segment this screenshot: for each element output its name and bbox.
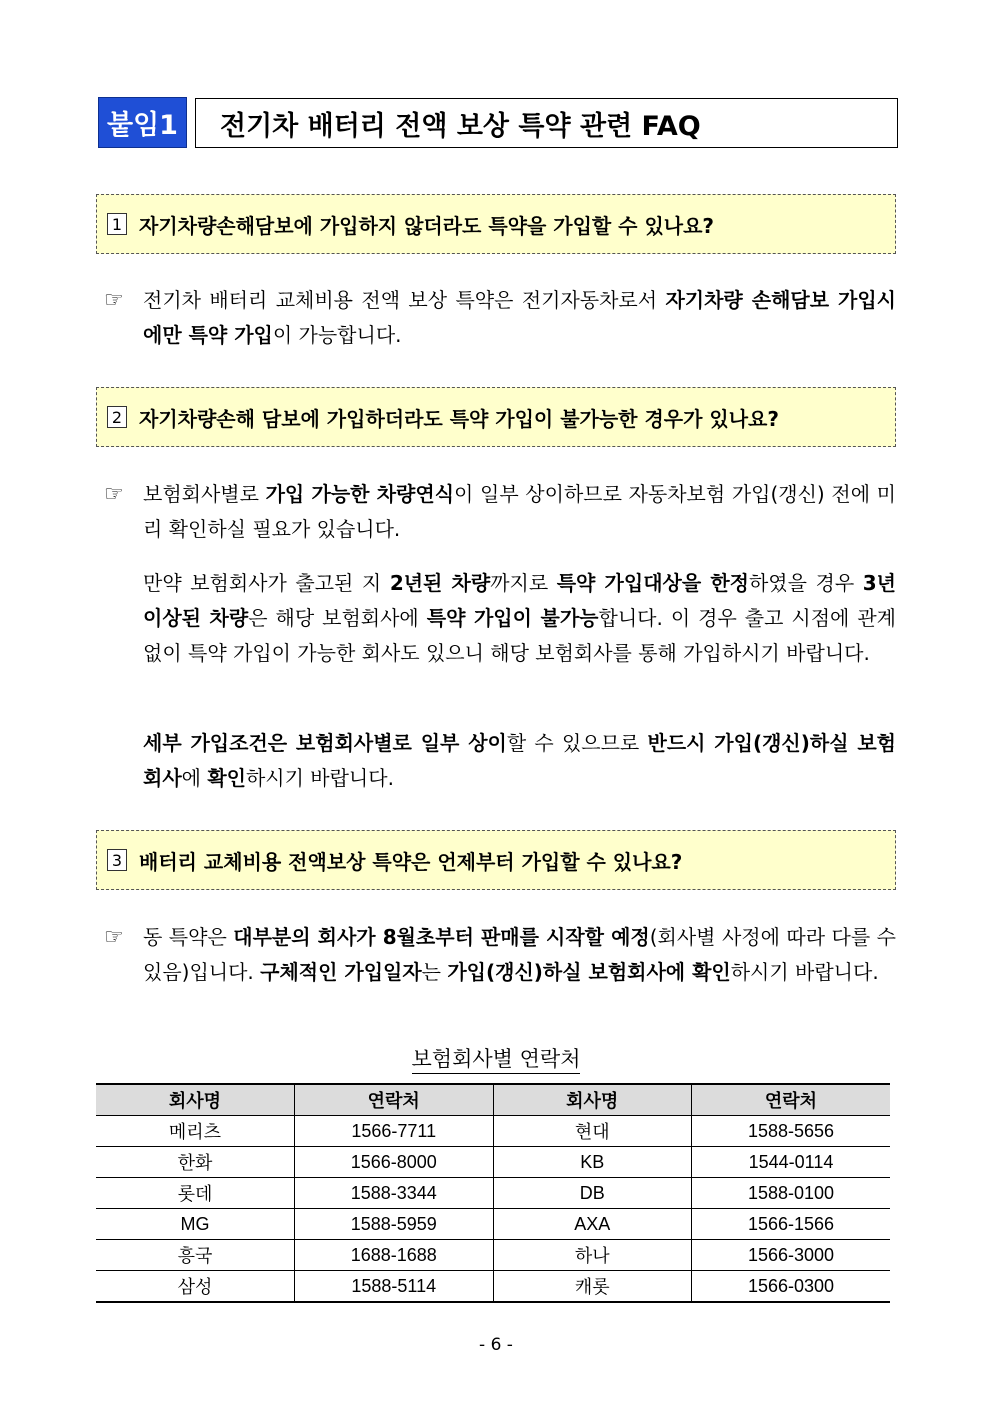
table-row <box>96 1147 890 1178</box>
table-row <box>96 1209 890 1240</box>
contact-number: 1566-0300 <box>692 1271 891 1303</box>
pointing-hand-icon: ☞ <box>104 925 124 950</box>
company-name: MG <box>96 1209 295 1240</box>
table-row <box>96 1178 890 1209</box>
table-header-cell: 회사명 <box>96 1084 295 1116</box>
pointing-hand-icon: ☞ <box>104 482 124 507</box>
contact-number: 1688-1688 <box>295 1240 494 1271</box>
company-name: AXA <box>493 1209 692 1240</box>
table-row <box>96 1116 890 1147</box>
table-row <box>96 1271 890 1303</box>
question-text-2: 자기차량손해 담보에 가입하더라도 특약 가입이 불가능한 경우가 있나요? <box>139 406 779 431</box>
company-name: KB <box>493 1147 692 1178</box>
table-header-cell: 회사명 <box>493 1084 692 1116</box>
contact-number: 1588-3344 <box>295 1178 494 1209</box>
question-box-1 <box>96 194 896 254</box>
contact-number: 1566-7711 <box>295 1116 494 1147</box>
question-number-1: 1 <box>107 213 127 235</box>
company-name: 삼성 <box>96 1271 295 1303</box>
contact-number: 1566-8000 <box>295 1147 494 1178</box>
table-header-row <box>96 1084 890 1116</box>
answer-2-para-2: 만약 보험회사가 출고된 지 2년된 차량까지로 특약 가입대상을 한정하였을 경우 3년 이상된 차량은 해당 보험회사에 특약 가입이 불가능합니다. 이 경우 출고 시점에 관계없이 특약 가입이 가능한 회사도 있으니 해당 보험회사를 통해 가입하시기 바랍니다. <box>143 571 896 665</box>
table-header-cell: 연락처 <box>295 1084 494 1116</box>
question-number-2: 2 <box>107 406 127 428</box>
contact-number: 1588-5114 <box>295 1271 494 1303</box>
company-name: 하나 <box>493 1240 692 1271</box>
page-number: - 6 - <box>479 1335 513 1355</box>
answer-2-para-1: 보험회사별로 가입 가능한 차량연식이 일부 상이하므로 자동차보험 가입(갱신) 전에 미리 확인하실 필요가 있습니다. <box>143 482 896 541</box>
question-number-3: 3 <box>107 849 127 871</box>
company-name: 메리츠 <box>96 1116 295 1147</box>
question-box-2 <box>96 387 896 447</box>
page-title-text: 전기차 배터리 전액 보상 특약 관련 FAQ <box>220 110 701 142</box>
company-name: DB <box>493 1178 692 1209</box>
table-header-cell: 연락처 <box>692 1084 891 1116</box>
contact-number: 1588-5959 <box>295 1209 494 1240</box>
answer-1: 전기차 배터리 교체비용 전액 보상 특약은 전기자동차로서 자기차량 손해담보 가입시에만 특약 가입이 가능합니다. <box>143 288 896 347</box>
contact-number: 1566-1566 <box>692 1209 891 1240</box>
answer-2-para-3: 세부 가입조건은 보험회사별로 일부 상이할 수 있으므로 반드시 가입(갱신)하실 보험회사에 확인하시기 바랍니다. <box>143 731 896 790</box>
pointing-hand-icon: ☞ <box>104 288 124 313</box>
company-name: 현대 <box>493 1116 692 1147</box>
contact-number: 1588-0100 <box>692 1178 891 1209</box>
attachment-tag: 붙임1 <box>98 97 187 148</box>
company-name: 롯데 <box>96 1178 295 1209</box>
company-name: 흥국 <box>96 1240 295 1271</box>
contact-table <box>96 1083 890 1303</box>
contact-number: 1588-5656 <box>692 1116 891 1147</box>
company-name: 캐롯 <box>493 1271 692 1303</box>
contact-number: 1544-0114 <box>692 1147 891 1178</box>
question-text-3: 배터리 교체비용 전액보상 특약은 언제부터 가입할 수 있나요? <box>139 849 683 874</box>
question-box-3 <box>96 830 896 890</box>
company-name: 한화 <box>96 1147 295 1178</box>
table-title: 보험회사별 연락처 <box>0 1043 992 1073</box>
page-title <box>195 98 898 148</box>
answer-3: 동 특약은 대부분의 회사가 8월초부터 판매를 시작할 예정(회사별 사정에 따라 다를 수 있음)입니다. 구체적인 가입일자는 가입(갱신)하실 보험회사에 확인하시기 바랍니다. <box>143 925 897 984</box>
table-row <box>96 1240 890 1271</box>
contact-number: 1566-3000 <box>692 1240 891 1271</box>
question-text-1: 자기차량손해담보에 가입하지 않더라도 특약을 가입할 수 있나요? <box>139 213 715 238</box>
